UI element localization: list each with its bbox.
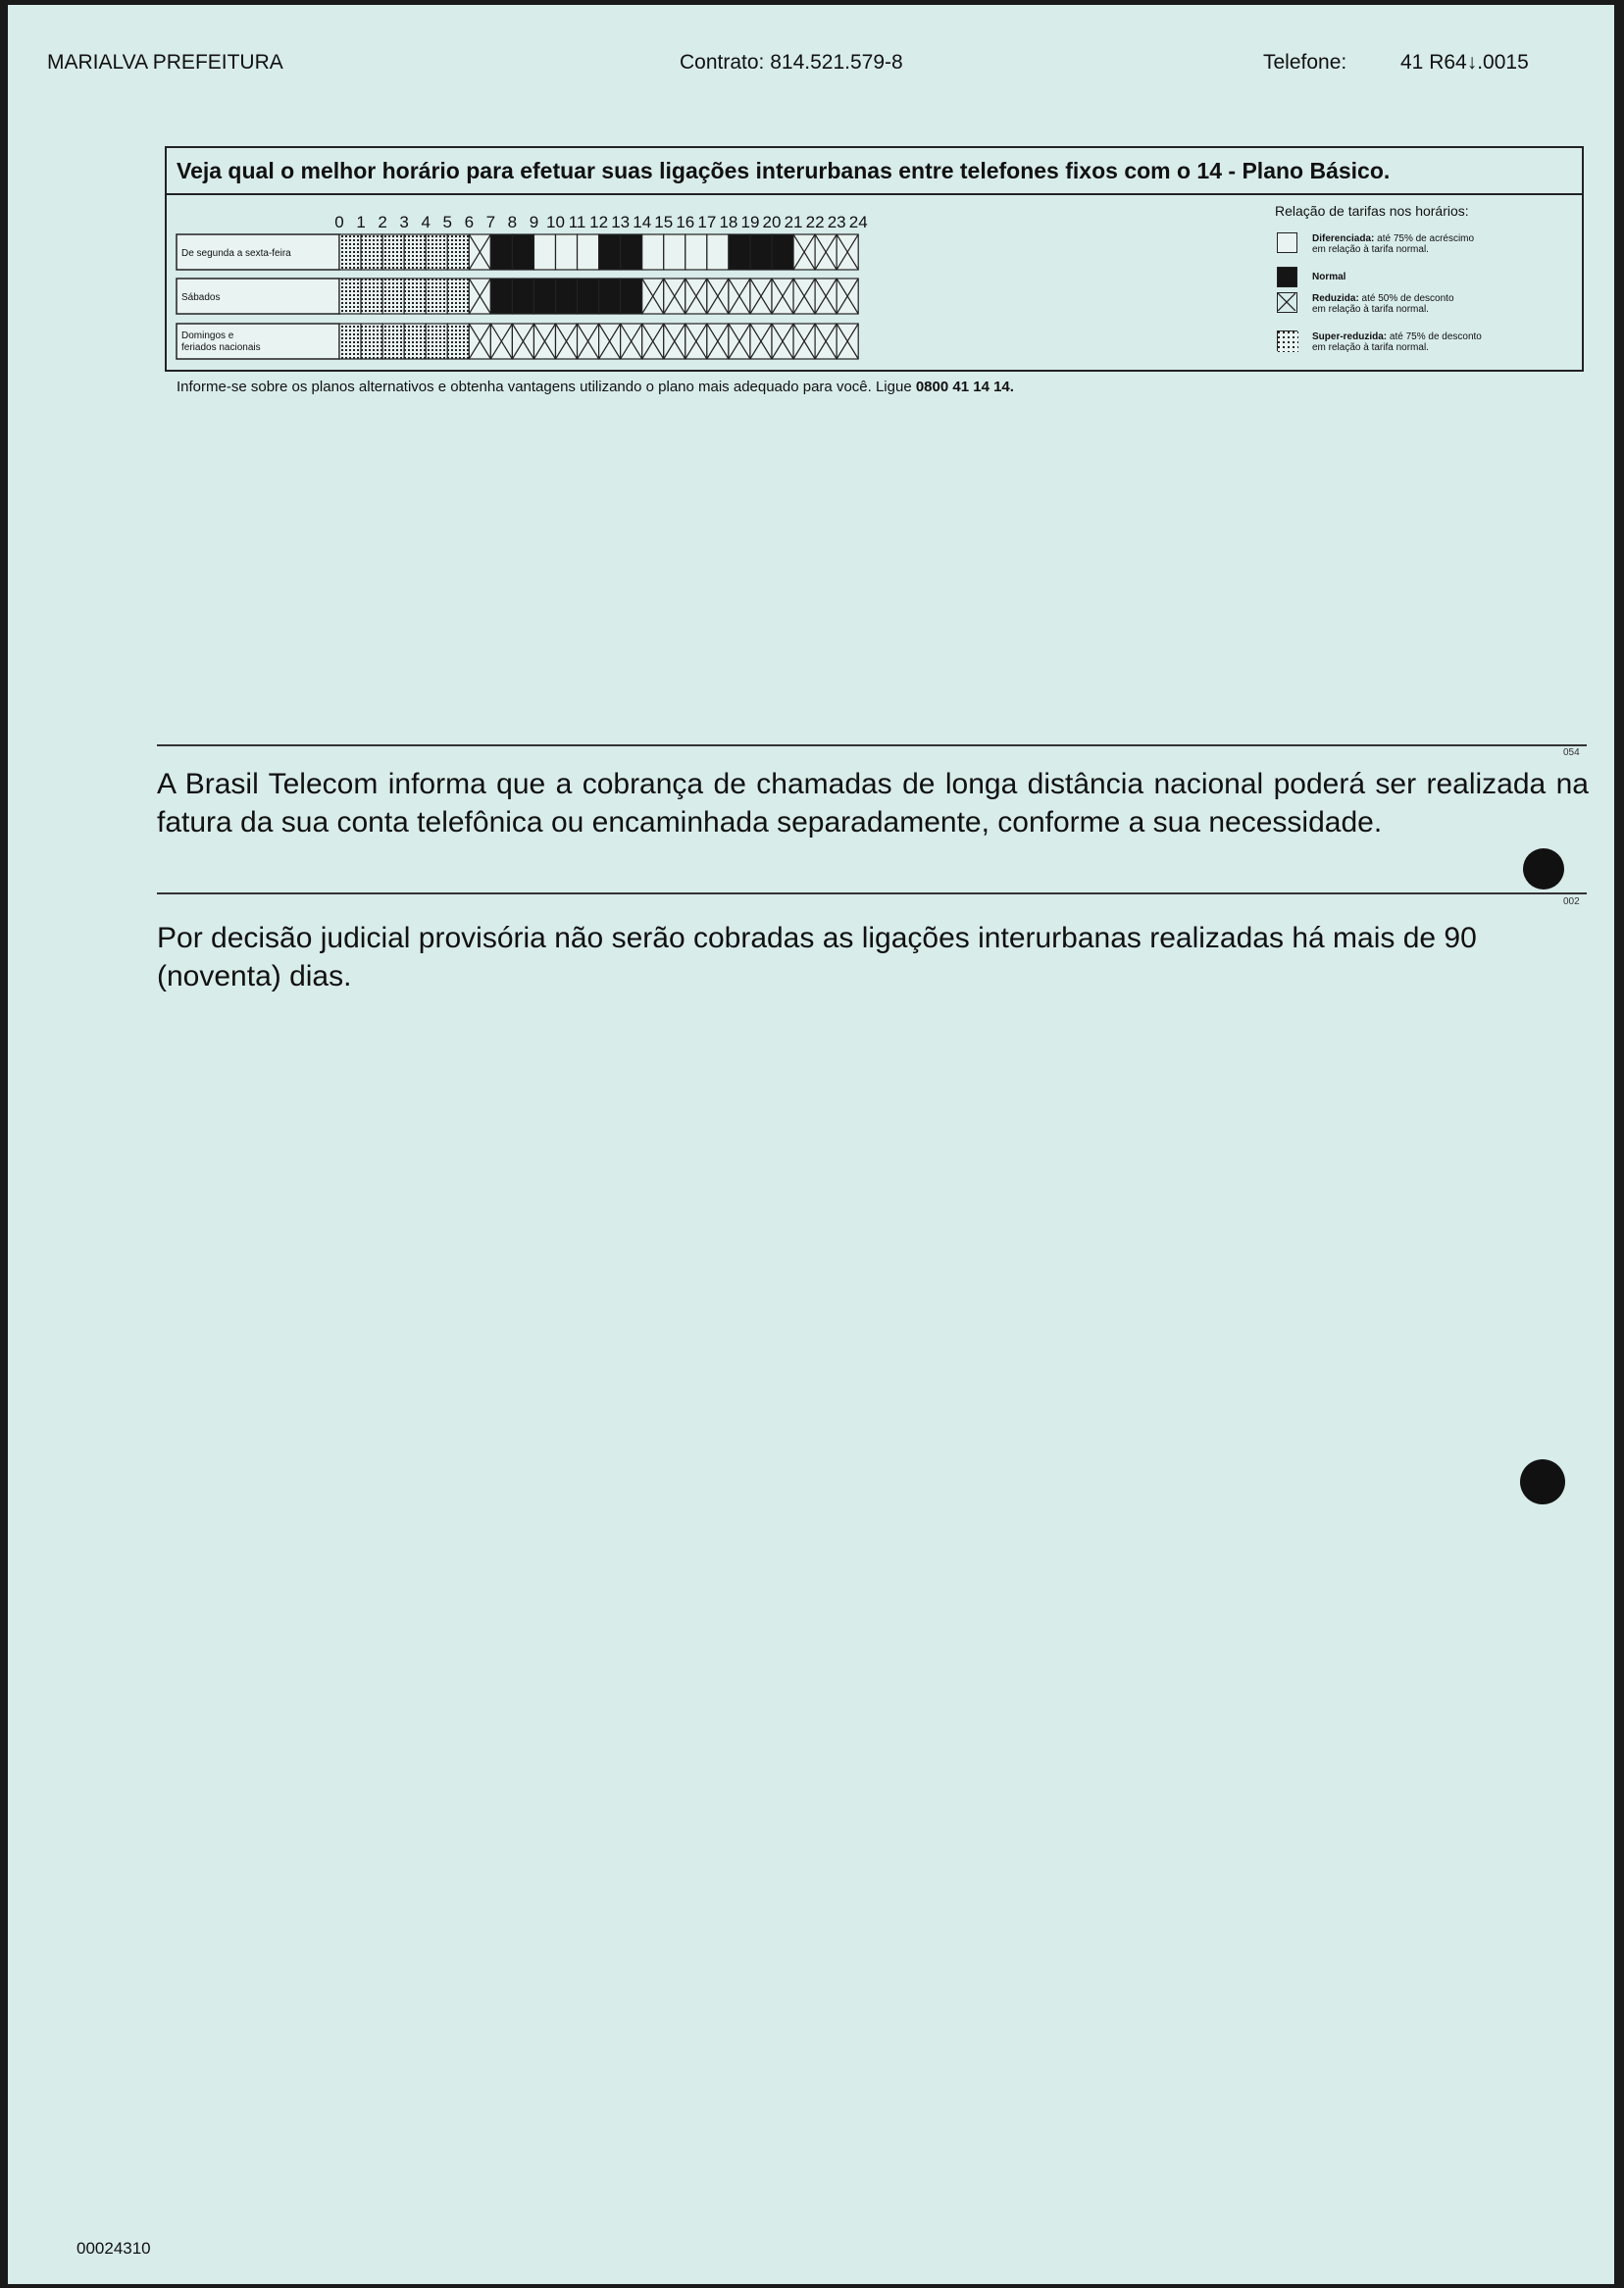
tariff-cell [750, 279, 772, 314]
tariff-cell [447, 279, 469, 314]
hour-label: 18 [719, 213, 738, 231]
legend-label: Reduzida: até 50% de desconto em relação à tarifa normal. [1312, 293, 1454, 315]
tariff-cell [339, 279, 361, 314]
tariff-cell [426, 324, 447, 359]
row-label: Domingos e feriados nacionais [181, 330, 261, 353]
tariff-cell [361, 234, 382, 270]
tariff-cell [404, 324, 426, 359]
tariff-cell [578, 324, 599, 359]
tariff-cell [642, 324, 664, 359]
hour-label: 12 [589, 213, 609, 231]
tariff-cell [490, 324, 512, 359]
tariff-cell [729, 324, 750, 359]
tariff-cell [707, 279, 729, 314]
hour-label: 0 [334, 213, 344, 231]
tariff-cell [533, 324, 555, 359]
tariff-cell [512, 234, 533, 270]
row-label-box [177, 324, 339, 359]
contact-phone: 0800 41 14 14. [915, 379, 1014, 395]
phone-label: Telefone: [1263, 51, 1347, 74]
tariff-cell [447, 324, 469, 359]
tariff-cell [685, 234, 707, 270]
tariff-cell [664, 324, 685, 359]
message-code: 054 [1563, 747, 1580, 758]
contract-number: Contrato: 814.521.579-8 [680, 51, 903, 74]
tariff-cell [642, 279, 664, 314]
legend-title: Relação de tarifas nos horários: [1275, 203, 1469, 219]
tariff-cell [490, 279, 512, 314]
legend-label: Super-reduzida: até 75% de desconto em relação à tarifa normal. [1312, 331, 1482, 353]
message-code: 002 [1563, 896, 1580, 907]
hour-label: 3 [399, 213, 409, 231]
tariff-cell [382, 279, 404, 314]
tariff-cell [664, 234, 685, 270]
hour-label: 11 [568, 213, 586, 231]
tariff-cell [382, 234, 404, 270]
tariff-cell [447, 234, 469, 270]
tariff-cell [599, 279, 621, 314]
tariff-cell [772, 234, 793, 270]
tariff-cell [793, 324, 815, 359]
tariff-cell [621, 279, 642, 314]
hour-label: 15 [654, 213, 674, 231]
tariff-cell [815, 324, 837, 359]
hour-label: 23 [827, 213, 846, 231]
legend-swatch [1277, 292, 1297, 313]
tariff-cell [772, 279, 793, 314]
tariff-cell [772, 324, 793, 359]
tariff-cell [750, 324, 772, 359]
tariff-cell [361, 279, 382, 314]
tariff-cell [361, 324, 382, 359]
legend-swatch [1277, 267, 1297, 287]
tariff-cell [621, 234, 642, 270]
tariff-cell [793, 234, 815, 270]
tariff-cell [469, 324, 490, 359]
company-name: MARIALVA PREFEITURA [47, 51, 283, 74]
hour-label: 4 [421, 213, 431, 231]
tariff-cell [469, 234, 490, 270]
tariff-cell [837, 324, 858, 359]
tariff-cell [599, 324, 621, 359]
tariff-cell [707, 324, 729, 359]
document-number: 00024310 [76, 2239, 151, 2258]
plans-note: Informe-se sobre os planos alternativos e obtenha vantagens utilizando o plano mais adequado para você. Ligue 0800 41 14 14. [177, 379, 1014, 395]
tariff-cell [556, 324, 578, 359]
tariff-cell [512, 324, 533, 359]
hour-label: 6 [464, 213, 475, 231]
tariff-cell [837, 234, 858, 270]
tariff-cell [382, 324, 404, 359]
hour-label: 9 [529, 213, 539, 231]
hour-label: 14 [633, 213, 652, 231]
tariff-cell [578, 279, 599, 314]
tariff-cell [469, 279, 490, 314]
tariff-cell [685, 324, 707, 359]
hour-label: 10 [546, 213, 565, 231]
divider-2 [157, 892, 1587, 894]
message-judicial-decision: Por decisão judicial provisória não serão cobradas as ligações interurbanas realizadas há mais de 90 (noventa) dias. [157, 922, 1477, 992]
divider-1 [157, 744, 1587, 746]
tariff-cell [664, 279, 685, 314]
tariff-cell [404, 279, 426, 314]
tariff-cell [621, 324, 642, 359]
tariff-cell [707, 234, 729, 270]
tariff-cell [815, 279, 837, 314]
tariff-cell [685, 279, 707, 314]
hour-label: 17 [697, 213, 717, 231]
tariff-cell [599, 234, 621, 270]
legend-label: Diferenciada: até 75% de acréscimo em relação à tarifa normal. [1312, 233, 1475, 255]
tariff-cell [556, 234, 578, 270]
tariff-cell [339, 234, 361, 270]
row-label: Sábados [181, 292, 221, 303]
hour-label: 7 [485, 213, 496, 231]
tariff-cell [533, 279, 555, 314]
phone-number: 41 R64↓.0015 [1400, 51, 1529, 74]
tariff-cell [837, 279, 858, 314]
hour-label: 20 [762, 213, 782, 231]
tariff-cell [793, 279, 815, 314]
tariff-cell [556, 279, 578, 314]
schedule-title: Veja qual o melhor horário para efetuar suas ligações interurbanas entre telefones fixos com o 14 - Plano Básico. [167, 148, 1582, 195]
hour-label: 22 [805, 213, 825, 231]
hour-label: 21 [784, 213, 803, 231]
tariff-cell [339, 324, 361, 359]
hour-label: 5 [442, 213, 452, 231]
tariff-cell [490, 234, 512, 270]
hour-label: 8 [507, 213, 518, 231]
message-long-distance: A Brasil Telecom informa que a cobrança de chamadas de longa distância nacional poderá ser realizada na fatura da sua conta telefônica ou encaminhada separadamente, conforme a sua necessidade. [157, 768, 1589, 839]
hour-label: 1 [356, 213, 366, 231]
tariff-cell [404, 234, 426, 270]
tariff-cell [426, 234, 447, 270]
legend-swatch [1277, 330, 1297, 351]
tariff-cell [815, 234, 837, 270]
hour-label: 16 [676, 213, 695, 231]
punch-hole-mark [1520, 1459, 1565, 1504]
tariff-cell [533, 234, 555, 270]
hour-label: 24 [848, 213, 868, 231]
tariff-cell [578, 234, 599, 270]
row-label: De segunda a sexta-feira [181, 248, 291, 259]
tariff-cell [729, 279, 750, 314]
tariff-cell [750, 234, 772, 270]
tariff-cell [729, 234, 750, 270]
legend-swatch [1277, 232, 1297, 253]
hour-label: 2 [378, 213, 387, 231]
tariff-cell [642, 234, 664, 270]
tariff-cell [512, 279, 533, 314]
legend-label: Normal [1312, 272, 1346, 282]
tariff-cell [426, 279, 447, 314]
hour-label: 13 [611, 213, 631, 231]
hour-label: 19 [740, 213, 760, 231]
punch-hole-mark [1523, 848, 1564, 890]
